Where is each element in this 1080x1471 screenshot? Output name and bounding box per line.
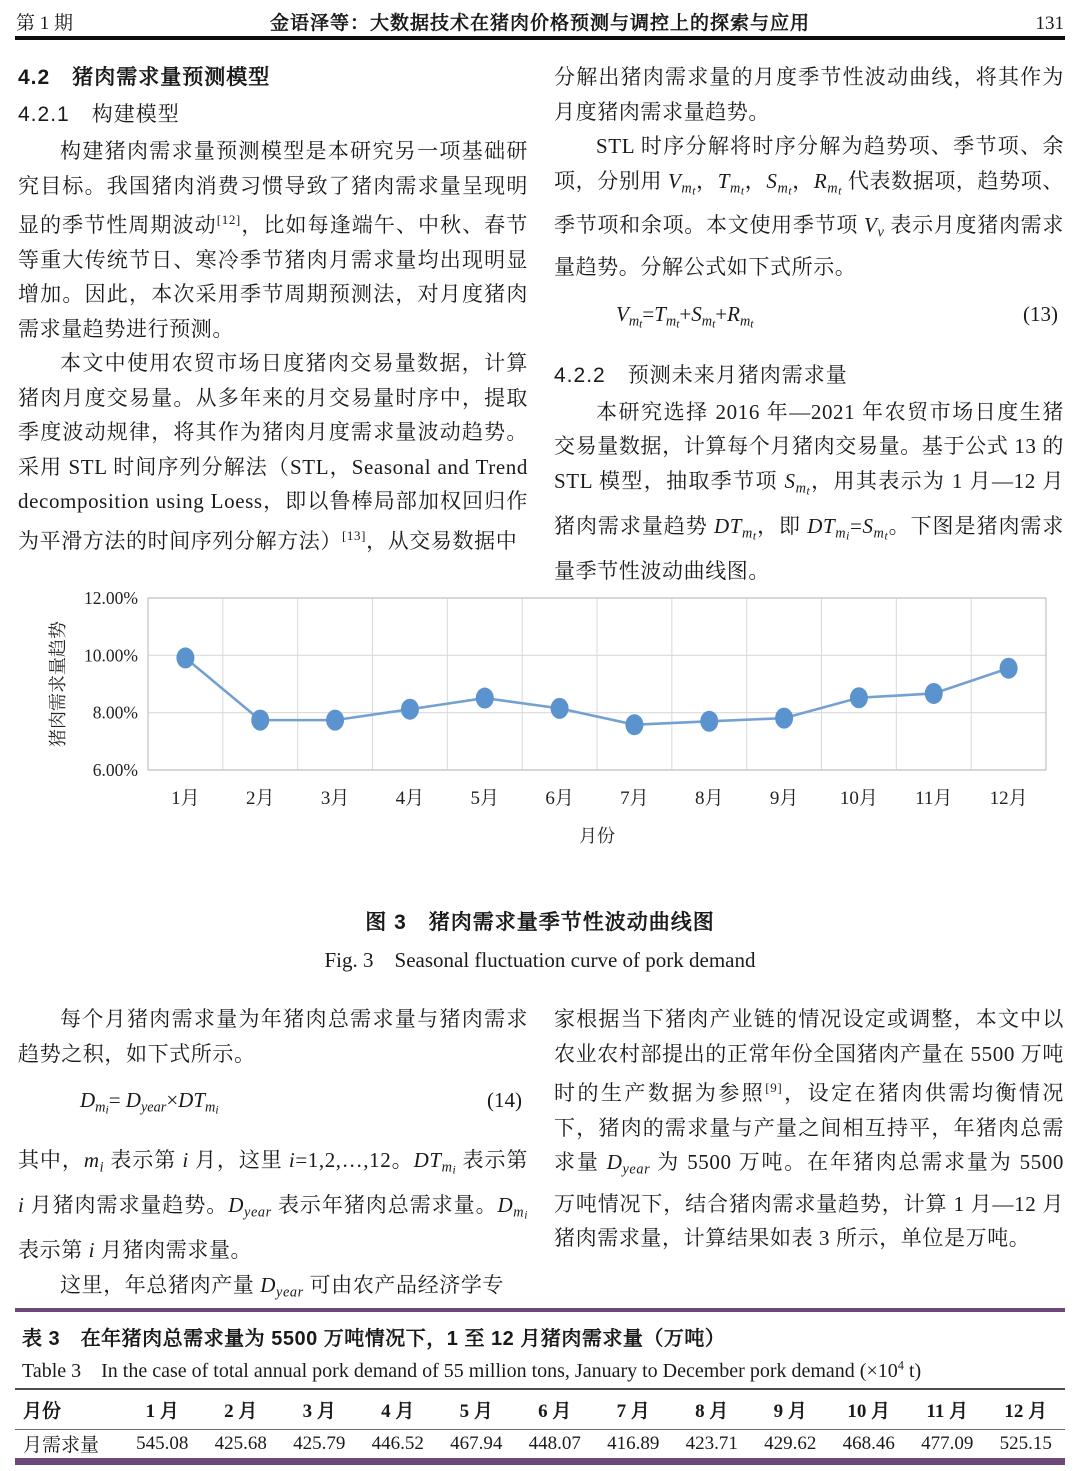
math-sub: year — [622, 1161, 651, 1178]
section-heading-4-2-1: 4.2.1 构建模型 — [18, 103, 180, 126]
math-subsub: i — [524, 1209, 529, 1222]
math-sub: m — [742, 525, 753, 542]
paragraph: 每个月猪肉需求量为年猪肉总需求量与猪肉需求趋势之积，如下式所示。 — [18, 1007, 528, 1066]
y-tick-label: 6.00% — [92, 760, 138, 780]
table-header-cell: 11 月 — [908, 1389, 987, 1429]
math-var: D — [606, 1150, 623, 1174]
figure-3-chart — [42, 584, 1062, 862]
x-tick-label: 5月 — [470, 788, 500, 809]
section-heading-4-2-2: 4.2.2 预测未来月猪肉需求量 — [554, 363, 848, 387]
equation-14-number: (14) — [487, 1088, 522, 1112]
math-var: D — [80, 1088, 96, 1112]
table-data-cell: 525.15 — [999, 1432, 1052, 1454]
table-data-cell: 416.89 — [607, 1432, 660, 1454]
table-header-cell: 3 月 — [280, 1389, 359, 1429]
table-data-cell: 月需求量 — [23, 1435, 100, 1456]
math-var: D — [497, 1193, 514, 1218]
equation-14 — [18, 1080, 528, 1130]
x-axis-title: 月份 — [579, 826, 615, 846]
math-sub: m — [739, 312, 751, 329]
paragraph: 家根据当下猪肉产业链的情况设定或调整，本文中以农业农村部提出的正常年份全国猪肉产量在 5500 万吨时的生产数据为参照[9]，设定在猪肉供需均衡情况下，猪肉的需求量与产量之间相互持平，年猪肉总需求量 $D_{year}$ 为 5500 万吨。在年猪肉总需求量为 5500 万吨情况下，结合猪肉需求量趋势，计算 1 月—12 月猪肉需求量，计算结果如表 3 所示，单位是万吨。 — [554, 1007, 1064, 1251]
math-subsub: t — [712, 317, 716, 330]
table-header-row — [15, 1389, 1065, 1429]
math-subsub: t — [838, 184, 842, 197]
upper-left-column — [18, 60, 528, 588]
upper-columns — [18, 60, 1064, 588]
data-point-marker — [551, 698, 569, 719]
math-sub: m — [730, 179, 741, 196]
header-rule — [15, 36, 1065, 40]
table-header-cell: 9 月 — [751, 1389, 830, 1429]
math-sub: m — [441, 1159, 453, 1176]
issue-label: 第 1 期 — [16, 13, 74, 34]
table-data-cell: 425.68 — [214, 1432, 267, 1454]
math-var: R — [813, 168, 828, 193]
table-header-cell: 12 月 — [987, 1389, 1066, 1429]
table-header-cell: 10 月 — [830, 1389, 909, 1429]
math-sub: year — [276, 1283, 304, 1300]
math-sub: m — [827, 179, 839, 196]
data-point-marker — [925, 683, 943, 704]
table-data-cell: 446.52 — [371, 1432, 424, 1454]
table-data-cell: 425.79 — [293, 1432, 346, 1454]
math-sup: [13] — [342, 527, 367, 543]
data-point-marker — [625, 714, 643, 735]
table-header-cell: 8 月 — [673, 1389, 752, 1429]
paragraph: 本研究选择 2016 年—2021 年农贸市场日度生猪交易量数据，计算每个月猪肉交易量。基于公式 13 的 STL 模型，抽取季节项 $S_{mt}$，用其表示为 1 月—12 月猪肉需求量趋势 $DT_{mt}$，即 $DT_{mi}=S_{mt}$。下图是猪肉需求量季节性波动曲线图。 — [554, 399, 1065, 583]
x-tick-label: 9月 — [769, 788, 799, 809]
math-var: V — [616, 301, 629, 326]
lower-left-column — [18, 1002, 528, 1309]
math-subsub: t — [884, 530, 889, 543]
x-tick-label: 8月 — [694, 788, 724, 809]
math-var: i — [288, 1148, 296, 1173]
table-header-cell: 5 月 — [437, 1389, 516, 1429]
table-header-cell: 4 月 — [359, 1389, 438, 1429]
math-sup: [12] — [216, 212, 241, 227]
x-tick-label: 11月 — [915, 788, 953, 809]
running-title: 金语泽等：大数据技术在猪肉价格预测与调控上的探索与应用 — [269, 13, 810, 34]
x-tick-label: 4月 — [395, 788, 425, 809]
y-tick-label: 8.00% — [92, 702, 138, 723]
math-var: i — [182, 1148, 189, 1173]
math-var: i — [18, 1193, 25, 1218]
math-sub: m — [873, 525, 885, 542]
table-top-rule — [15, 1308, 1065, 1312]
equation-14-expression: $D_{mi}= D_{year}\times DT_{mi}$ — [80, 1088, 219, 1117]
equation-13-number: (13) — [1023, 301, 1058, 326]
x-tick-label: 12月 — [989, 788, 1028, 809]
math-sup: 4 — [897, 1358, 904, 1373]
upper-right-column — [554, 60, 1064, 588]
math-sub: m — [835, 525, 847, 542]
math-var: D — [125, 1088, 141, 1112]
math-subsub: t — [806, 485, 811, 498]
data-point-marker — [251, 710, 269, 731]
paragraph: 这里，年总猪肉产量 $D_{year}$ 可由农产品经济学专 — [60, 1272, 505, 1300]
math-sub: m — [665, 312, 677, 329]
table-header-cell: 7 月 — [594, 1389, 673, 1429]
math-subsub: t — [740, 184, 745, 197]
math-sub: m — [701, 312, 713, 329]
x-tick-label: 1月 — [171, 788, 200, 809]
data-point-marker — [775, 708, 793, 729]
table-header-cell: 6 月 — [516, 1389, 595, 1429]
table-data-cell: 477.09 — [921, 1432, 974, 1454]
paragraph: 其中，$m_i$ 表示第 i 月，这里 i=1,2,…,12。$DT_{mi}$ 表示第 i 月猪肉需求量趋势。$D_{year}$ 表示年猪肉总需求量。$D_{mi}$ 表示第 i 月猪肉需求量。 — [18, 1148, 529, 1263]
x-tick-label: 10月 — [839, 788, 878, 809]
table-3-title-en: Table 3 In the case of total annual pork demand of 55 million tons, January to December pork demand ($\times 10^4$ t) — [22, 1358, 922, 1382]
table-data-cell: 448.07 — [528, 1432, 581, 1454]
y-axis-title: 猪肉需求量趋势 — [48, 621, 68, 747]
math-sub: year — [140, 1099, 167, 1116]
paragraph: STL 时序分解将时序分解为趋势项、季节项、余项，分别用 $V_{mt}$，$T_{mt}$，$S_{mt}$，$R_{mt}$ 代表数据项，趋势项、季节项和余项。本文使用季节项 $V_v$ 表示月度猪肉需求量趋势。分解公式如下式所示。 — [554, 134, 1065, 280]
page-number: 131 — [1035, 13, 1064, 34]
math-var: T — [717, 168, 731, 193]
table-3-title-zh: 表 3 在年猪肉总需求量为 5500 万吨情况下，1 至 12 月猪肉需求量（万吨） — [22, 1328, 726, 1350]
table-data-cell: 429.62 — [764, 1432, 817, 1454]
math-var: V — [667, 168, 682, 193]
math-sub: m — [95, 1099, 106, 1116]
data-point-marker — [700, 711, 718, 732]
math-var: S — [862, 513, 874, 538]
data-point-marker — [850, 687, 868, 708]
lower-right-column — [554, 1002, 1064, 1309]
math-sub: year — [244, 1204, 272, 1221]
table-header-cell: 2 月 — [202, 1389, 281, 1429]
table-data-row — [15, 1429, 1065, 1461]
table-header-cell: 1 月 — [123, 1389, 202, 1429]
table-data-cell: 467.94 — [450, 1432, 503, 1454]
math-sub: m — [628, 312, 640, 329]
paragraph: 构建猪肉需求量预测模型是本研究另一项基础研究目标。我国猪肉消费习惯导致了猪肉需求量呈现明显的季节性周期波动[12]，比如每逢端午、中秋、春节等重大传统节日、寒冷季节猪肉月需求量均出现明显增加。因此，本次采用季节周期预测法，对月度猪肉需求量趋势进行预测。 — [18, 139, 528, 341]
x-tick-label: 6月 — [545, 788, 574, 809]
math-var: S — [766, 168, 778, 193]
math-var: DT — [178, 1088, 206, 1112]
data-point-marker — [401, 699, 419, 720]
x-tick-label: 2月 — [245, 788, 275, 809]
x-tick-label: 7月 — [620, 788, 649, 809]
table-data-cell: 468.46 — [842, 1432, 895, 1454]
math-subsub: i — [215, 1104, 219, 1117]
math-var: S — [691, 301, 702, 326]
math-subsub: t — [752, 530, 757, 543]
math-subsub: t — [692, 184, 697, 197]
math-var: DT — [413, 1148, 442, 1173]
math-var: T — [654, 301, 666, 326]
table-3 — [15, 1388, 1065, 1465]
math-subsub: t — [788, 184, 793, 197]
math-var: D — [260, 1272, 277, 1297]
math-subsub: i — [105, 1104, 109, 1117]
data-point-marker — [476, 688, 494, 709]
math-var: D — [228, 1193, 245, 1218]
math-var: R — [727, 301, 740, 326]
math-var: DT — [713, 513, 742, 538]
math-sub: i — [99, 1159, 105, 1176]
math-subsub: t — [676, 317, 680, 330]
section-heading-4-2: 4.2 猪肉需求量预测模型 — [18, 66, 271, 89]
data-point-marker — [1000, 658, 1018, 679]
equation-13 — [554, 294, 1064, 344]
data-point-marker — [326, 710, 344, 731]
running-head — [16, 8, 1064, 35]
math-sub: m — [777, 179, 789, 196]
math-var: i — [88, 1238, 96, 1263]
math-var: m — [83, 1148, 100, 1173]
math-subsub: i — [452, 1164, 457, 1177]
math-var: V — [864, 213, 878, 238]
math-var: DT — [807, 513, 836, 538]
lower-columns — [18, 1002, 1064, 1309]
data-point-marker — [176, 647, 194, 668]
x-tick-label: 3月 — [320, 788, 350, 809]
math-var: S — [784, 468, 796, 493]
y-tick-label: 12.00% — [84, 588, 138, 608]
table-header-cell: 月份 — [15, 1389, 123, 1429]
math-sub: m — [205, 1099, 216, 1116]
figure-3-caption-zh: 图 3 猪肉需求量季节性波动曲线图 — [365, 911, 715, 934]
table-data-cell: 545.08 — [136, 1432, 189, 1454]
math-sub: m — [795, 480, 807, 497]
math-subsub: i — [846, 530, 850, 543]
equation-13-expression: $V_{mt}=T_{mt}+S_{mt}+R_{mt}$ — [616, 301, 754, 330]
math-sub: m — [513, 1204, 525, 1221]
y-tick-label: 10.00% — [84, 645, 138, 666]
math-sub: v — [877, 224, 885, 241]
math-subsub: t — [750, 317, 754, 330]
figure-3-caption-en: Fig. 3 Seasonal fluctuation curve of pork demand — [324, 948, 756, 972]
seasonal-fluctuation-line-chart — [42, 584, 1062, 862]
math-sup: [9] — [765, 1080, 783, 1095]
paragraph: 本文中使用农贸市场日度猪肉交易量数据，计算猪肉月度交易量。从多年来的月交易量时序中，提取季度波动规律，将其作为猪肉月度需求量波动趋势。采用 STL 时间序列分解法（STL，Seasonal and Trend decomposition using Loess，即以鲁棒局部加权回归作为平滑方法的时间序列分解方法）[13]，从交易数据中 — [18, 351, 528, 553]
math-sub: m — [681, 179, 693, 196]
table-data-cell: 423.71 — [685, 1432, 738, 1454]
math-subsub: t — [639, 317, 643, 330]
paragraph: 分解出猪肉需求量的月度季节性波动曲线，将其作为月度猪肉需求量趋势。 — [554, 65, 1064, 124]
